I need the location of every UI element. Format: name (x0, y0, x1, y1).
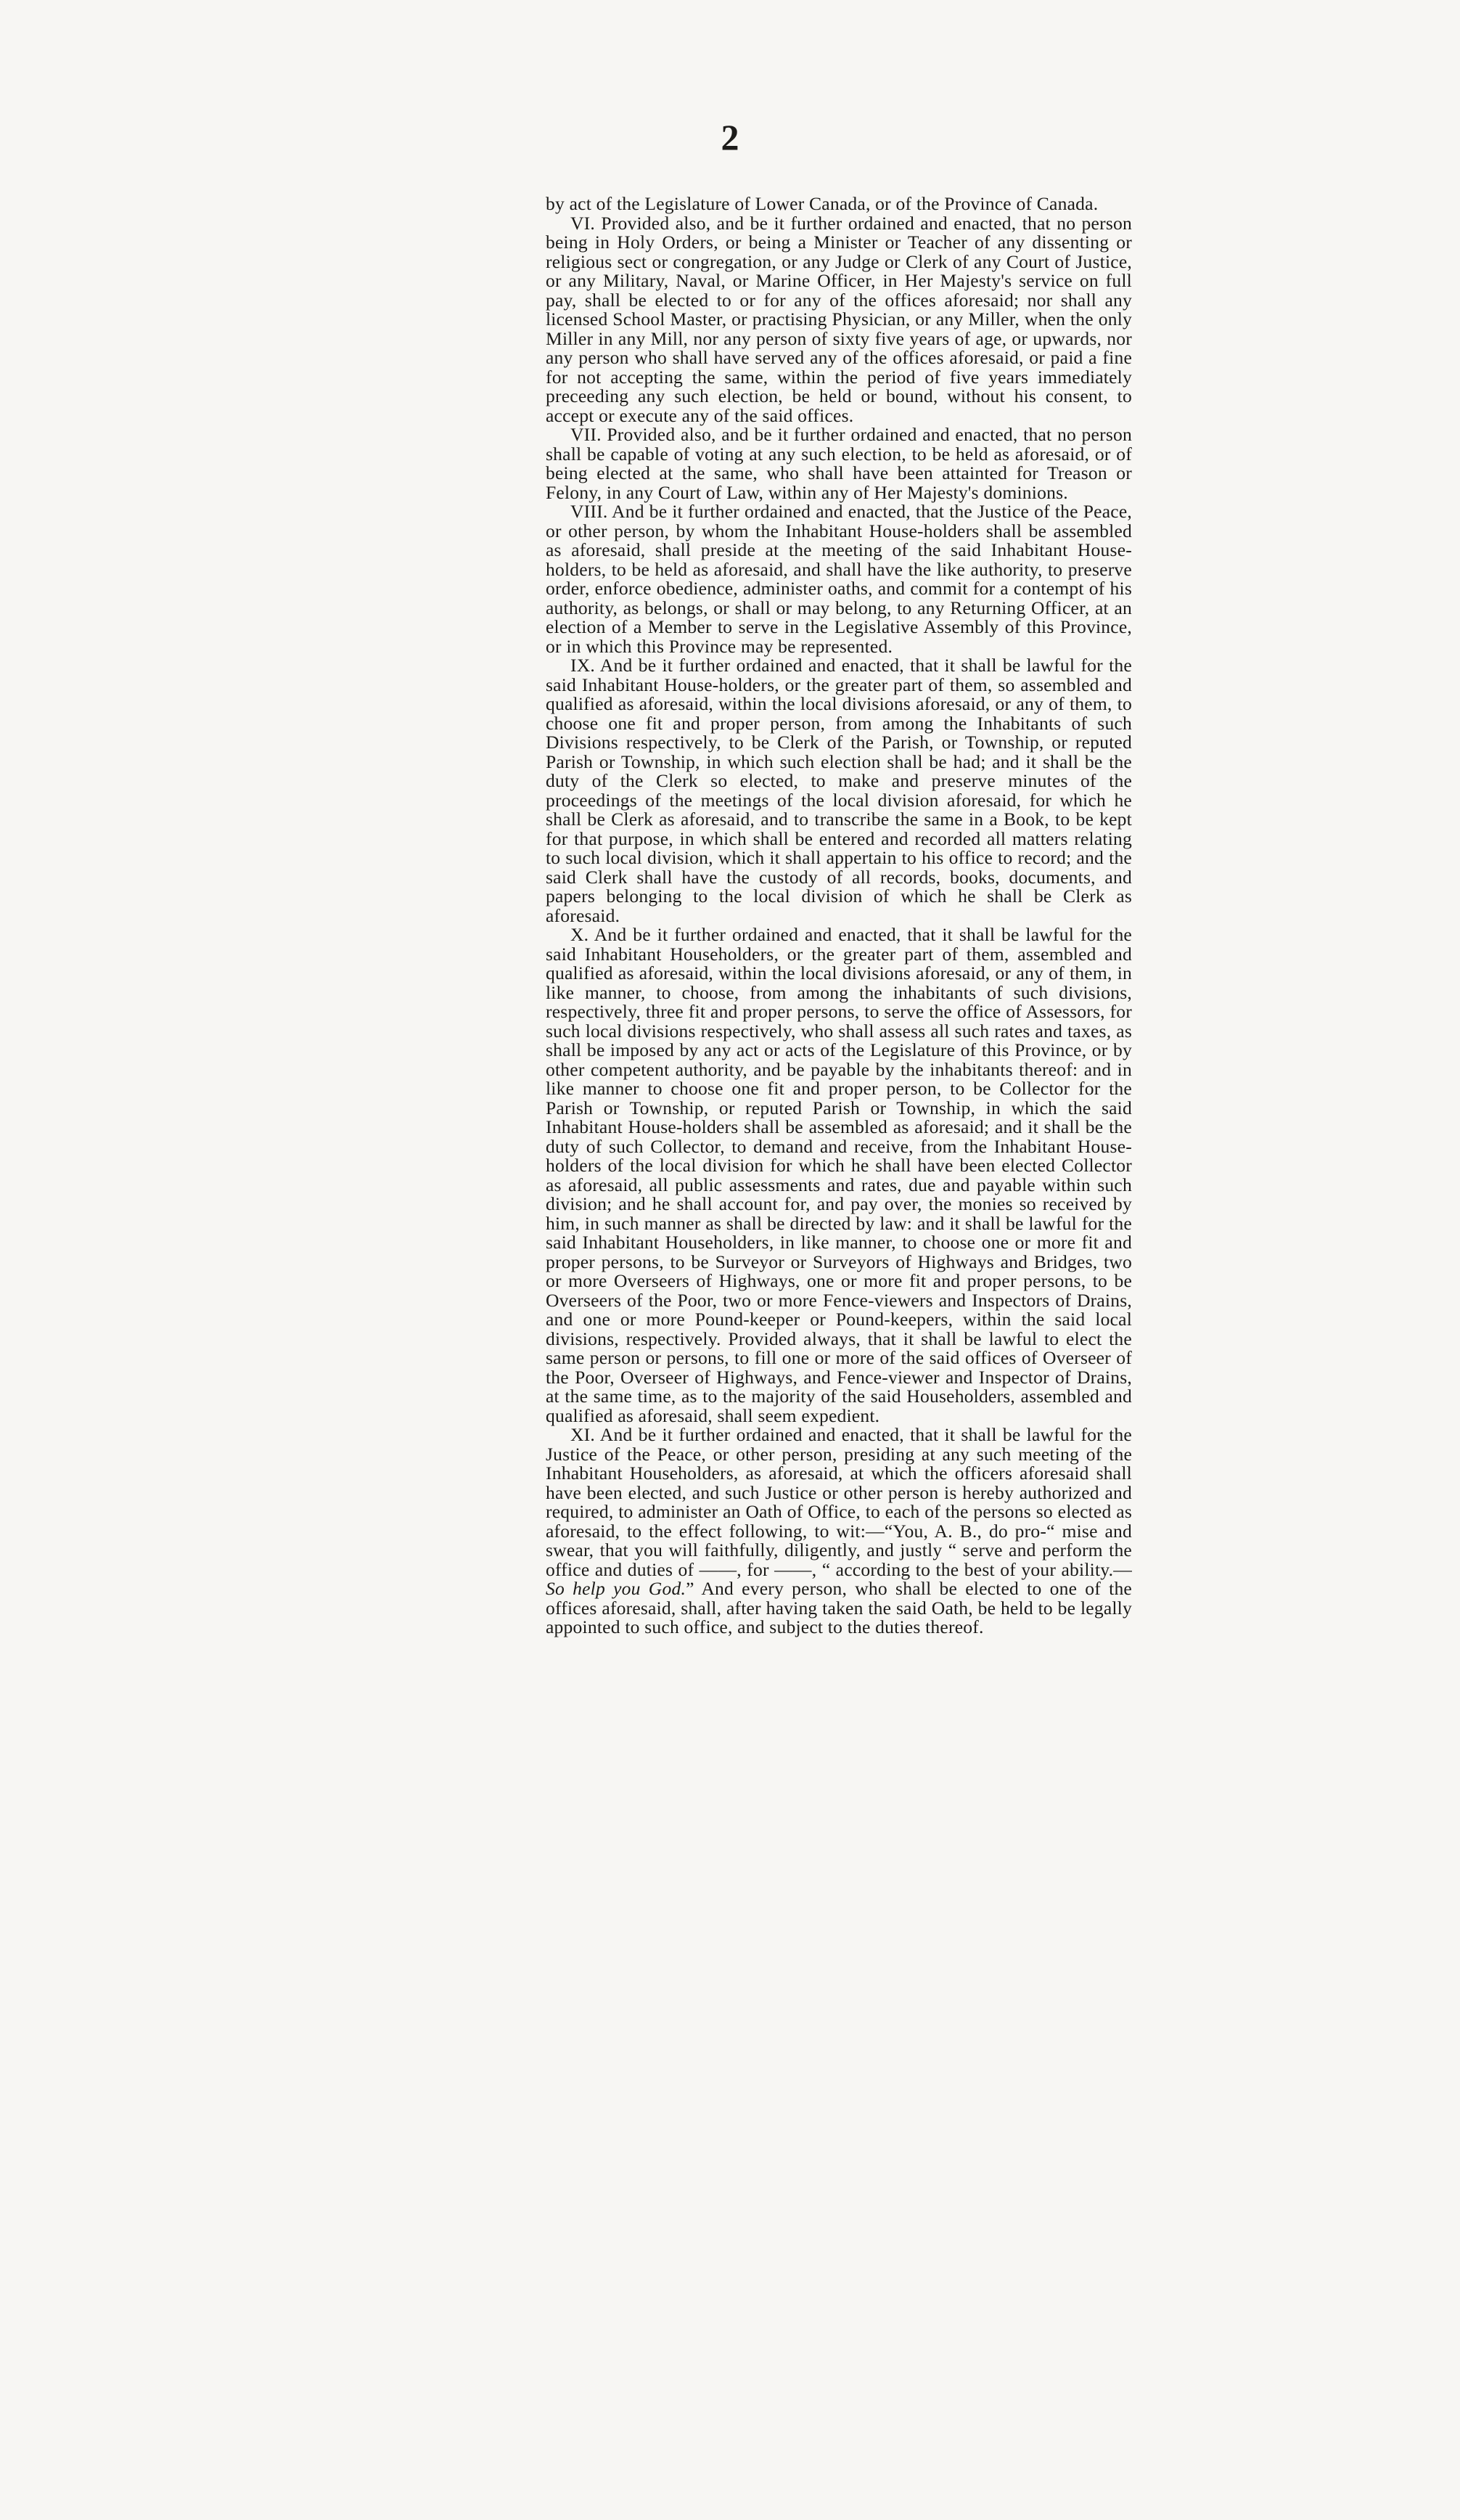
section-x: X. And be it further ordained and enacted, that it shall be lawful for the said Inhabitant Householders, or the greater part of them, assembled and qualified as aforesaid, within the local divisions aforesaid, or any of them, in like manner, to choose, from among the inhabitants of such divisions, respectively, three fit and proper persons, to serve the office of Assessors, for such local divisions respectively, who shall assess all such rates and taxes, as shall be imposed by any act or acts of the Legislature of this Province, or by other competent authority, and be payable by the inhabitants thereof: and in like manner to choose one fit and proper person, to be Collector for the Parish or Township, or reputed Parish or Township, in which the said Inhabitant House-holders shall be assembled as aforesaid; and it shall be the duty of such Collector, to demand and receive, from the Inhabitant House-holders of the local division for which he shall have been elected Collector as aforesaid, all public assessments and rates, due and payable within such division; and he shall account for, and pay over, the monies so received by him, in such manner as shall be directed by law: and it shall be lawful for the said Inhabitant Householders, in like manner, to choose one or more fit and proper persons, to be Surveyor or Surveyors of Highways and Bridges, two or more Overseers of Highways, one or more fit and proper persons, to be Overseers of the Poor, two or more Fence-viewers and Inspectors of Drains, and one or more Pound-keeper or Pound-keepers, within the said local divisions, respectively. Provided always, that it shall be lawful to elect the same person or persons, to fill one or more of the said offices of Overseer of the Poor, Overseer of Highways, and Fence-viewer and Inspector of Drains, at the same time, as to the majority of the said Householders, assembled and qualified as aforesaid, shall seem expedient. (546, 924, 1132, 1426)
paragraph-continuation: by act of the Legislature of Lower Canada, or of the Province of Canada. (546, 193, 1099, 214)
page-number: 2 (721, 117, 739, 158)
section-vii: VII. Provided also, and be it further ordained and enacted, that no person shall be capable of voting at any such election, to be held as aforesaid, or of being elected at the same, who shall have been attainted for Treason or Felony, in any Court of Law, within any of Her Majesty's dominions. (546, 424, 1132, 503)
section-xi-text-end: ” And every person, who shall be elected to one of the offices aforesaid, shall, after having taken the said Oath, be held to be legally appointed to such office, and subject to the duties thereof. (546, 1578, 1132, 1637)
section-ix: IX. And be it further ordained and enacted, that it shall be lawful for the said Inhabitant House-holders, or the greater part of them, so assembled and qualified as aforesaid, within the local divisions aforesaid, or any of them, to choose one fit and proper person, from among the Inhabitants of such Divisions respectively, to be Clerk of the Parish, or Township, or reputed Parish or Township, in which such election shall be had; and it shall be the duty of the Clerk so elected, to make and preserve minutes of the proceedings of the meetings of the local division aforesaid, for which he shall be Clerk as aforesaid, and to transcribe the same in a Book, to be kept for that purpose, in which shall be entered and recorded all matters relating to such local division, which it shall appertain to his office to record; and the said Clerk shall have the custody of all records, books, documents, and papers belonging to the local division of which he shall be Clerk as aforesaid. (546, 655, 1132, 926)
section-xi-text-start: XI. And be it further ordained and enacted, that it shall be lawful for the Justice of the Peace, or other person, presiding at any such meeting of the Inhabitant Householders, as aforesaid, at which the officers aforesaid shall have been elected, and such Justice or other person is hereby authorized and required, to administer an Oath of Office, to each of the persons so elected as aforesaid, to the effect following, to wit:—“You, A. B., do pro-“ mise and swear, that you will faithfully, diligently, and justly “ serve and perform the office and duties of ——, for ——, “ according to the best of your ability.— (546, 1424, 1132, 1580)
text-column (546, 195, 1132, 1637)
section-xi (546, 1425, 1132, 1637)
section-viii: VIII. And be it further ordained and enacted, that the Justice of the Peace, or other person, by whom the Inhabitant House-holders shall be assembled as aforesaid, shall preside at the meeting of the said Inhabitant House-holders, to be held as aforesaid, and shall have the like authority, to preserve order, enforce obedience, administer oaths, and commit for a contempt of his authority, as belongs, or shall or may belong, to any Returning Officer, at an election of a Member to serve in the Legislative Assembly of this Province, or in which this Province may be represented. (546, 501, 1132, 657)
section-vi: VI. Provided also, and be it further ordained and enacted, that no person being in Holy Orders, or being a Minister or Teacher of any dissenting or religious sect or congregation, or any Judge or Clerk of any Court of Justice, or any Military, Naval, or Marine Officer, in Her Majesty's service on full pay, shall be elected to or for any of the offices aforesaid; nor shall any licensed School Master, or practising Physician, or any Miller, when the only Miller in any Mill, nor any person of sixty five years of age, or upwards, nor any person who shall have served any of the offices aforesaid, or paid a fine for not accepting the same, within the period of five years immediately preceeding any such election, be held or bound, without his consent, to accept or execute any of the said offices. (546, 212, 1132, 426)
oath-closing-italic: So help you God. (546, 1578, 686, 1599)
